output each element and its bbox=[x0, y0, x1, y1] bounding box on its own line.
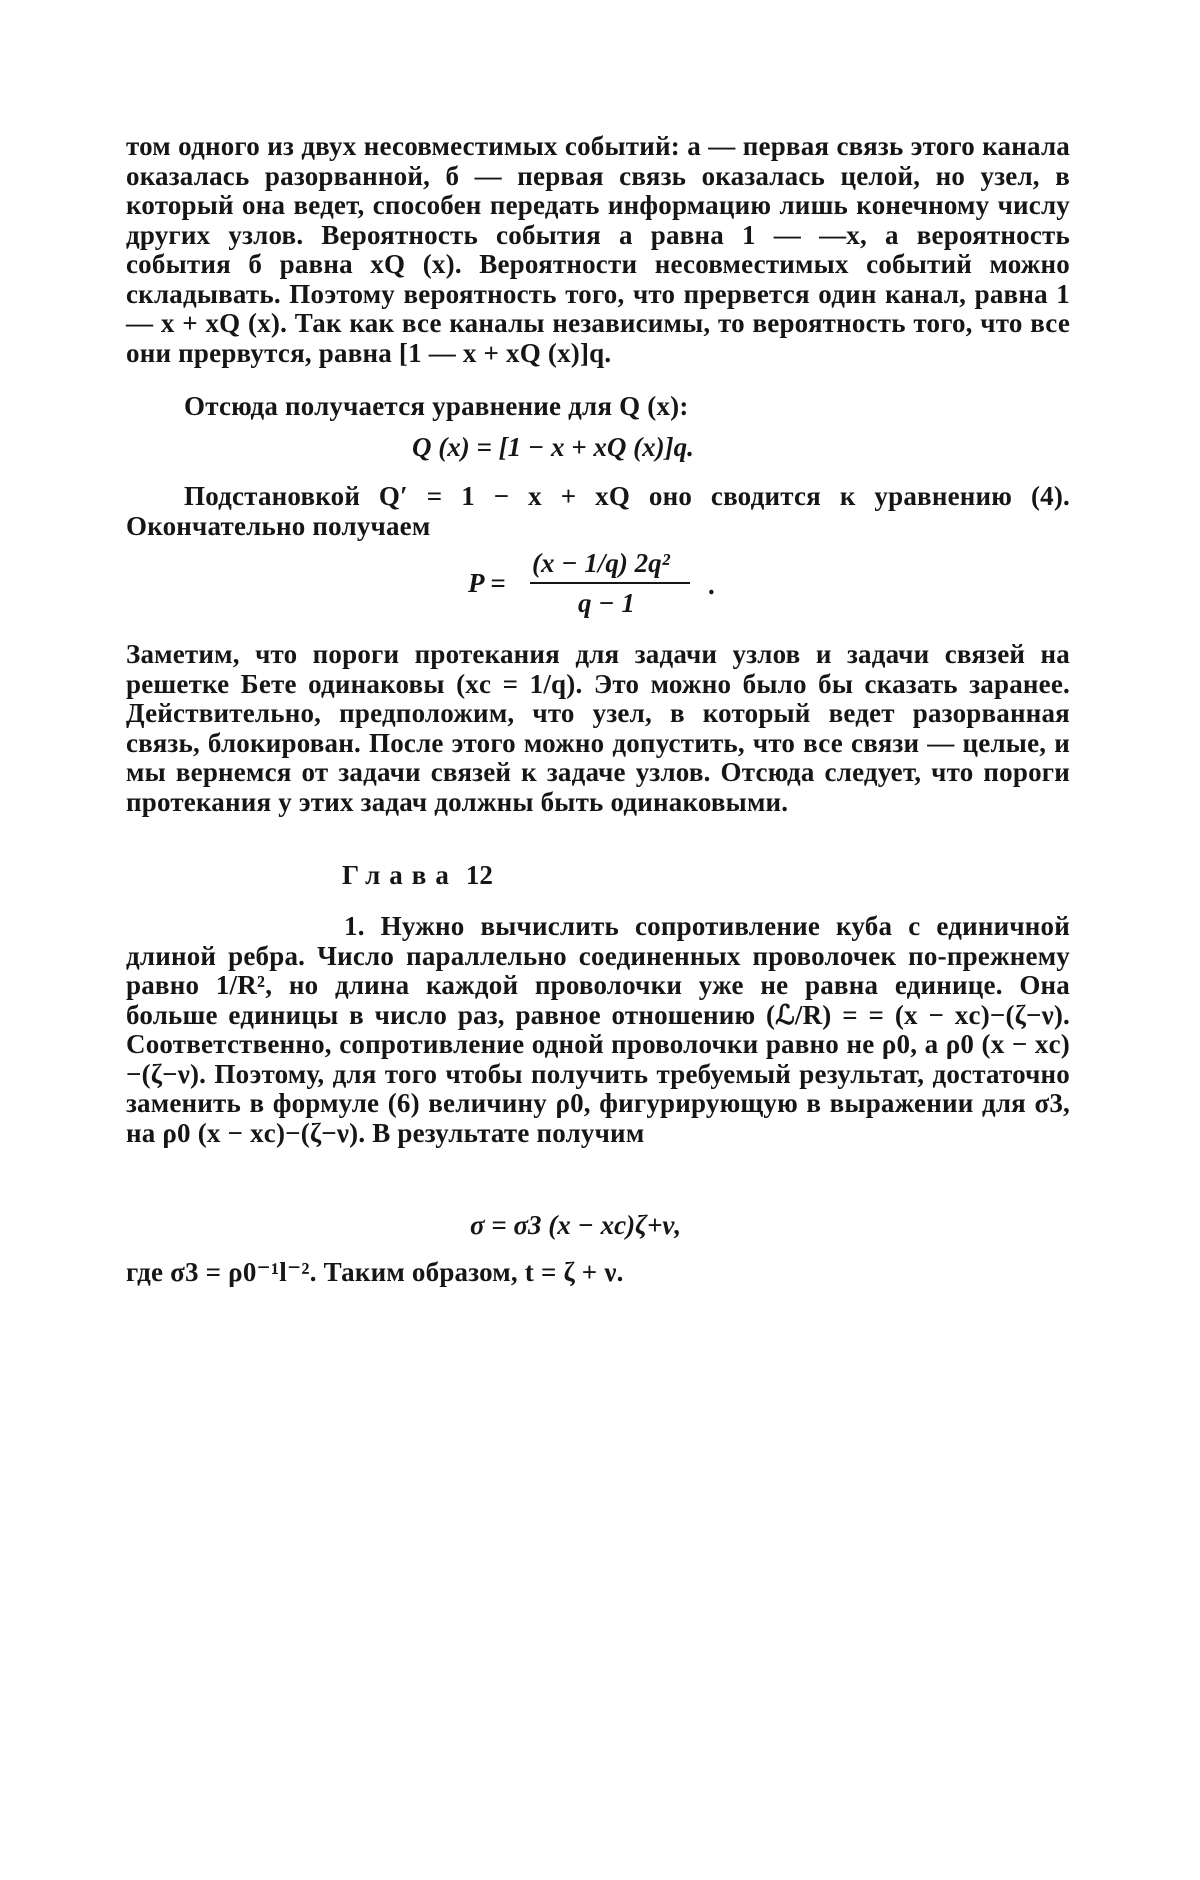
equation-q: Q (x) = [1 − x + xQ (x)]q. bbox=[412, 432, 694, 463]
paragraph-events bbox=[126, 132, 1070, 368]
equation-sigma: σ = σ3 (x − xc)ζ+ν, bbox=[470, 1210, 681, 1241]
paragraph-final bbox=[126, 1258, 1070, 1288]
paragraph-text: 1. Нужно вычислить сопротивление куба с единичной длиной ребра. Число параллельно соединенных проволочек по-прежнему равно 1/R², но длина каждой проволочки уже не равна единице. Она больше единицы в число раз, равное отношению (ℒ/R) = = (x − xc)−(ζ−ν). Соответственно, сопротивление одной проволочки равно не ρ0, а ρ0 (x − xc)−(ζ−ν). Поэтому, для того чтобы получить требуемый результат, достаточно заменить в формуле (6) величину ρ0, фигурирующую в выражении для σ3, на ρ0 (x − xc)−(ζ−ν). В результате получим bbox=[126, 912, 1070, 1148]
document-page bbox=[0, 0, 1200, 1880]
chapter-word: Глава bbox=[342, 860, 458, 890]
paragraph-equation-intro bbox=[126, 392, 1070, 422]
paragraph-cube-resistance bbox=[126, 912, 1070, 1148]
paragraph-text: Отсюда получается уравнение для Q (x): bbox=[126, 392, 1070, 422]
fraction-denominator: q − 1 bbox=[578, 588, 635, 619]
fraction-lhs: P = bbox=[468, 568, 506, 599]
paragraph-text: том одного из двух несовместимых событий: а — первая связь этого канала оказалась разорванной, б — первая связь оказалась целой, но узел, в который она ведет, способен передать информацию лишь конечному числу других узлов. Вероятность события а равна 1 — —x, а вероятность события б равна xQ (x). Вероятности несовместимых событий можно складывать. Поэтому вероятность того, что прервется один канал, равна 1 — x + xQ (x). Так как все каналы независимы, то вероятность того, что все они прервутся, равна [1 — x + xQ (x)]q. bbox=[126, 132, 1070, 368]
chapter-number: 12 bbox=[466, 860, 493, 890]
paragraph-text: Подстановкой Q′ = 1 − x + xQ оно сводится к уравнению (4). Окончательно получаем bbox=[126, 482, 1070, 541]
fraction-end: . bbox=[708, 570, 715, 601]
chapter-heading bbox=[342, 860, 493, 891]
fraction-numerator: (x − 1/q) 2q² bbox=[532, 548, 670, 579]
paragraph-text: Заметим, что пороги протекания для задачи узлов и задачи связей на решетке Бете одинаковы (xc = 1/q). Это можно было бы сказать заранее. Действительно, предположим, что узел, в который ведет разорванная связь, блокирован. После этого можно допустить, что все связи — целые, и мы вернемся от задачи связей к задаче узлов. Отсюда следует, что пороги протекания у этих задач должны быть одинаковыми. bbox=[126, 640, 1070, 817]
paragraph-substitution bbox=[126, 482, 1070, 541]
fraction-bar bbox=[530, 582, 690, 584]
paragraph-thresholds bbox=[126, 640, 1070, 817]
paragraph-text: где σ3 = ρ0⁻¹l⁻². Таким образом, t = ζ + ν. bbox=[126, 1258, 1070, 1288]
